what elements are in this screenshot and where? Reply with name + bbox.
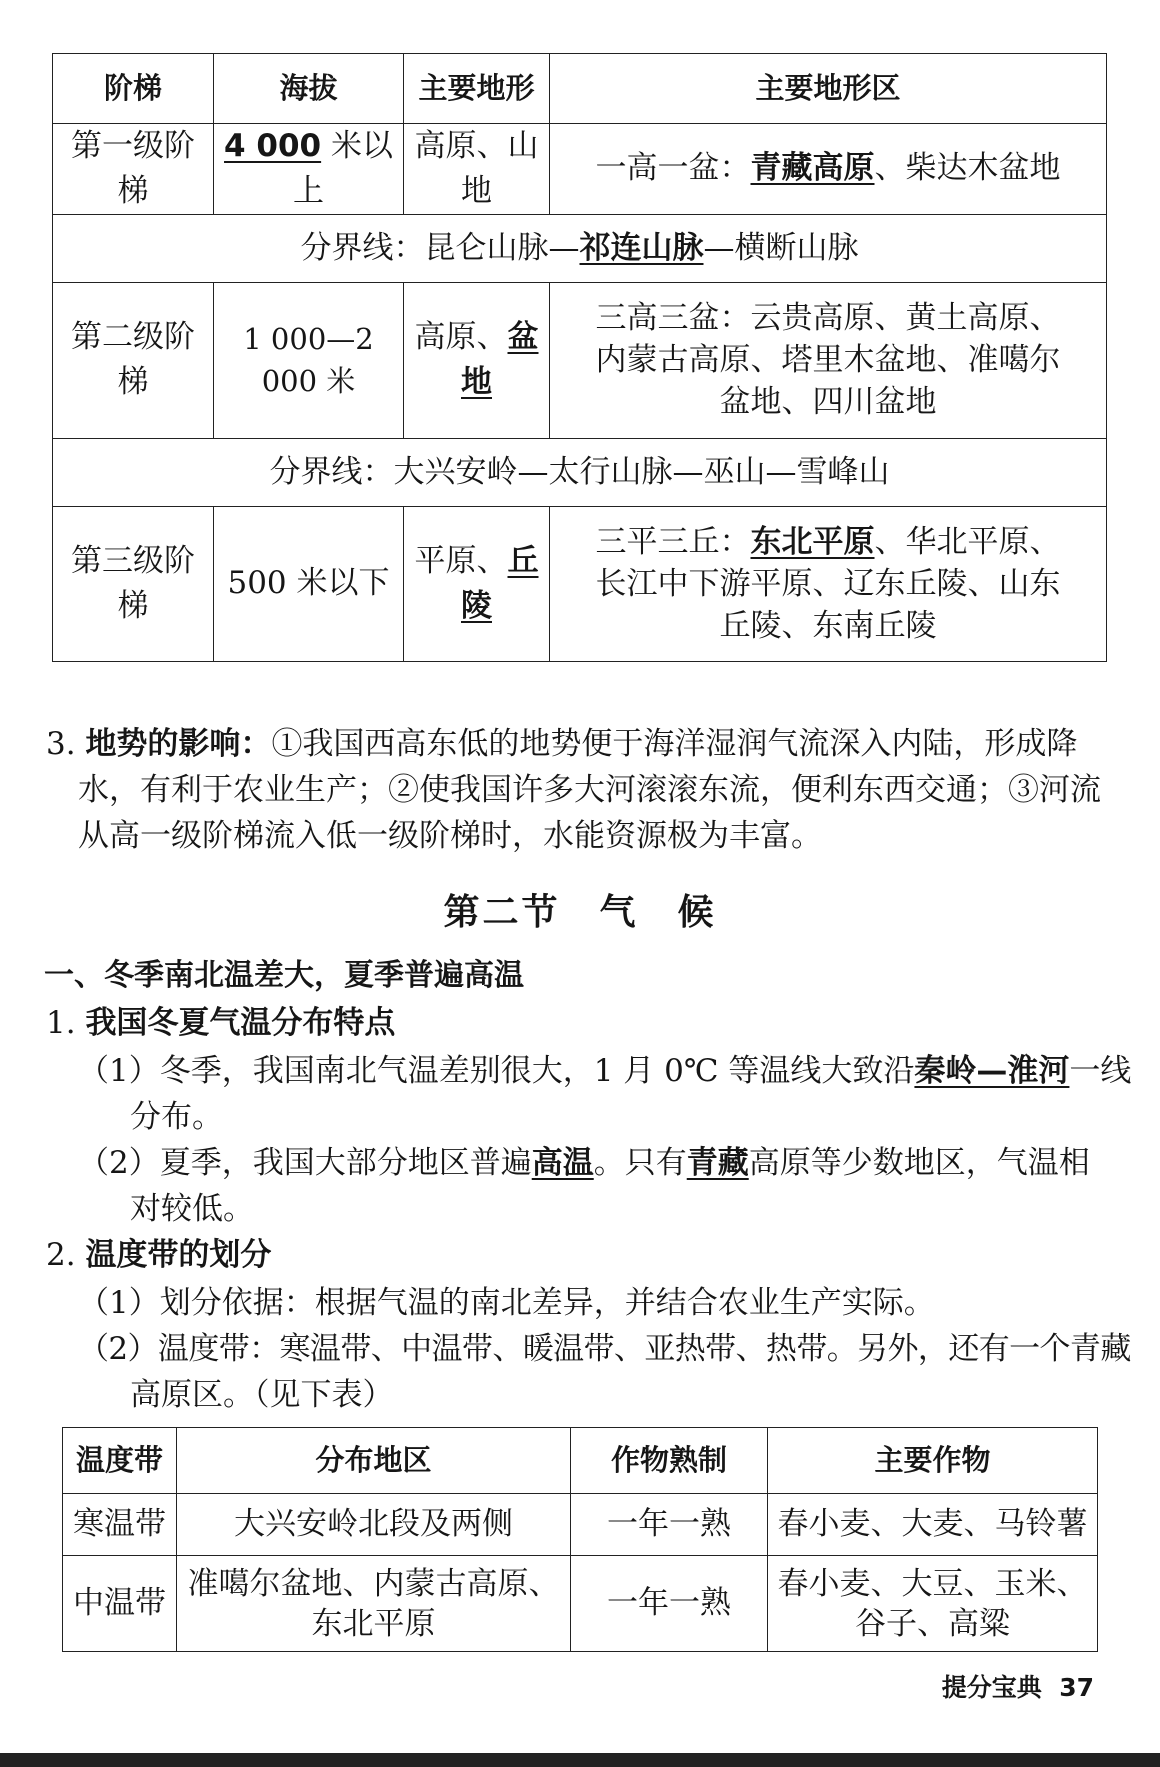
para3-label: 地势的影响： [85, 726, 272, 762]
sub-key: 秦岭—淮河 [914, 1053, 1070, 1089]
bottom-edge [0, 1753, 1160, 1767]
region [550, 282, 1107, 438]
altitude-key: 4 000 [224, 128, 322, 164]
boundary-line: 分界线：大兴安岭—太行山脉—巫山—雪峰山 [53, 438, 1107, 506]
step-name: 第二级阶梯 [53, 282, 214, 438]
header-crops: 主要作物 [768, 1428, 1098, 1494]
header-crop-system: 作物熟制 [571, 1428, 768, 1494]
region-line: 长江中下游平原、辽东丘陵、山东 [595, 565, 1061, 602]
boundary-key: 祁连山脉 [579, 229, 704, 266]
region-line: 盆地、四川盆地 [719, 384, 937, 421]
region [550, 506, 1107, 661]
item-label: 温度带的划分 [85, 1237, 272, 1273]
table-row [53, 282, 1107, 438]
temperature-zone-table [62, 1427, 1098, 1652]
terrain [404, 506, 550, 661]
table-row [53, 124, 1107, 215]
table-header-row [63, 1428, 1098, 1494]
step-name: 第三级阶梯 [53, 506, 214, 661]
terrain-part: 高原、 [414, 319, 508, 356]
crop-system: 一年一熟 [571, 1494, 768, 1556]
region [550, 124, 1107, 215]
sub-line: 对较低。 [130, 1191, 254, 1227]
para3-line: 水，有利于农业生产；②使我国许多大河滚滚东流，便利东西交通；③河流 [78, 772, 1101, 808]
item-heading [46, 1235, 271, 1275]
sub-text: 一线 [1069, 1053, 1132, 1089]
sub-text: （1）冬季，我国南北气温差别很大，1 月 0℃ 等温线大致沿 [78, 1053, 915, 1089]
item-number: 1. [46, 1005, 86, 1041]
crops: 春小麦、大麦、马铃薯 [768, 1494, 1098, 1556]
altitude: 500 米以下 [214, 506, 404, 661]
boundary-row [53, 214, 1107, 282]
region-line [556, 521, 1100, 563]
header-terrain: 主要地形 [404, 54, 550, 124]
altitude-rest: 米以上 [293, 128, 393, 209]
step-name: 第一级阶梯 [53, 124, 214, 215]
item-label: 我国冬夏气温分布特点 [85, 1005, 396, 1041]
region-part: 、柴达木盆地 [874, 150, 1061, 187]
table-row [53, 506, 1107, 661]
page-footer [942, 1668, 1094, 1704]
item-number: 3. [46, 726, 86, 762]
page-number: 37 [1059, 1673, 1094, 1702]
section-title: 第二节 气 候 [443, 892, 717, 933]
header-step: 阶梯 [53, 54, 214, 124]
sub-key: 高温 [531, 1145, 594, 1181]
sub-text: 。只有 [593, 1145, 687, 1181]
sub-line: （1）划分依据：根据气温的南北差异，并结合农业生产实际。 [78, 1285, 935, 1321]
zone: 寒温带 [63, 1494, 177, 1556]
item-heading [46, 1003, 395, 1043]
area-line: 东北平原 [311, 1605, 436, 1642]
para3-text: ①我国西高东低的地势便于海洋湿润气流深入内陆，形成降 [271, 726, 1078, 762]
terrain-key: 盆地 [461, 319, 539, 401]
table-header-row [53, 54, 1107, 124]
region-key: 东北平原 [750, 523, 875, 560]
region-part: 、华北平原、 [874, 523, 1061, 560]
area [177, 1556, 571, 1652]
area-line: 准噶尔盆地、内蒙古高原、 [187, 1565, 560, 1602]
crop-system: 一年一熟 [571, 1556, 768, 1652]
sub-line: 高原区。（见下表） [130, 1377, 394, 1413]
region-line: 三高三盆：云贵高原、黄土高原、 [595, 300, 1061, 337]
crops-line: 春小麦、大豆、玉米、 [777, 1565, 1088, 1602]
crops-line: 谷子、高粱 [855, 1605, 1010, 1642]
sub-line: （2）温度带：寒温带、中温带、暖温带、亚热带、热带。另外，还有一个青藏 [78, 1331, 1131, 1367]
header-region: 主要地形区 [550, 54, 1107, 124]
crops [768, 1556, 1098, 1652]
region-part: 三平三丘： [595, 523, 751, 560]
para3-line [46, 724, 1077, 764]
region-key: 青藏高原 [750, 150, 875, 187]
sub-line [78, 1143, 1090, 1183]
para3-line: 从高一级阶梯流入低一级阶梯时，水能资源极为丰富。 [78, 818, 822, 854]
sub-text: 高原等少数地区，气温相 [748, 1145, 1090, 1181]
boundary-line [53, 214, 1107, 282]
boundary-part: —横断山脉 [703, 229, 859, 266]
heading: 一、冬季南北温差大，夏季普遍高温 [44, 958, 524, 993]
item-number: 2. [46, 1237, 86, 1273]
terrain [404, 282, 550, 438]
region-part: 一高一盆： [595, 150, 751, 187]
table-row [63, 1556, 1098, 1652]
terrain-part: 平原、 [414, 542, 508, 579]
terrain-steps-table [52, 53, 1107, 662]
altitude: 1 000—2 000 米 [214, 282, 404, 438]
region-line: 丘陵、东南丘陵 [719, 607, 937, 644]
zone: 中温带 [63, 1556, 177, 1652]
terrain-key: 丘陵 [461, 542, 539, 624]
header-area: 分布地区 [177, 1428, 571, 1494]
table-row [63, 1494, 1098, 1556]
altitude [214, 124, 404, 215]
sub-text: （2）夏季，我国大部分地区普遍 [78, 1145, 532, 1181]
boundary-part: 分界线：昆仑山脉— [300, 229, 580, 266]
area: 大兴安岭北段及两侧 [177, 1494, 571, 1556]
sub-line: 分布。 [130, 1099, 223, 1135]
terrain: 高原、山地 [404, 124, 550, 215]
sub-line [78, 1051, 1131, 1091]
sub-key: 青藏 [686, 1145, 749, 1181]
boundary-row [53, 438, 1107, 506]
region-line: 内蒙古高原、塔里木盆地、准噶尔 [595, 342, 1061, 379]
book-title: 提分宝典 [941, 1673, 1042, 1702]
header-zone: 温度带 [63, 1428, 177, 1494]
header-altitude: 海拔 [214, 54, 404, 124]
